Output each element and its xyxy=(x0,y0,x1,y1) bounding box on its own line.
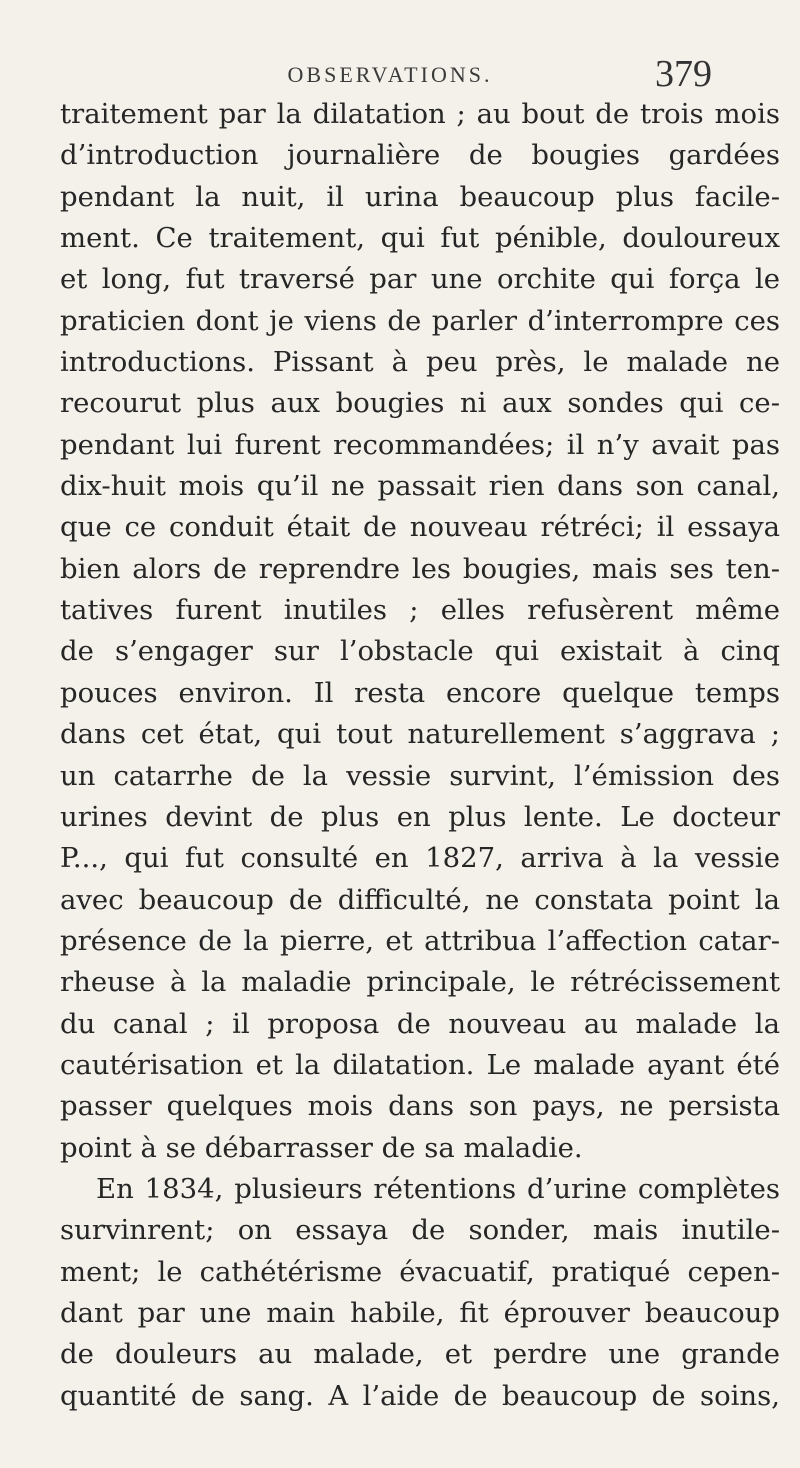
text-line: de douleurs au malade, et perdre une grande xyxy=(60,1338,780,1371)
text-line: pendant lui furent recommandées; il n’y avait pas xyxy=(60,428,780,461)
text-line: présence de la pierre, et attribua l’affection catar- xyxy=(60,924,780,957)
text-line: dans cet état, qui tout naturellement s’aggrava ; xyxy=(60,718,780,751)
text-line: pouces environ. Il resta encore quelque temps xyxy=(60,676,780,709)
text-line: quantité de sang. A l’aide de beaucoup de soins, xyxy=(60,1379,780,1412)
text-line: dix-huit mois qu’il ne passait rien dans son canal, xyxy=(60,470,780,503)
text-line: survinrent; on essaya de sonder, mais inutile- xyxy=(60,1214,780,1247)
text-line: introductions. Pissant à peu près, le malade ne xyxy=(60,346,780,379)
text-line: dant par une main habile, fit éprouver beaucoup xyxy=(60,1296,780,1329)
text-line: du canal ; il proposa de nouveau au malade la xyxy=(60,1007,780,1040)
text-line: cautérisation et la dilatation. Le malade ayant été xyxy=(60,1048,780,1081)
text-line: pendant la nuit, il urina beaucoup plus facile- xyxy=(60,180,780,213)
body-text xyxy=(60,94,780,1417)
text-line: tatives furent inutiles ; elles refusèrent même xyxy=(60,594,780,627)
text-line: urines devint de plus en plus lente. Le docteur xyxy=(60,800,780,833)
page-number: 379 xyxy=(655,53,712,95)
text-line: rheuse à la maladie principale, le rétrécissement xyxy=(60,966,780,999)
text-line: traitement par la dilatation ; au bout de trois mois xyxy=(60,98,780,130)
text-line: bien alors de reprendre les bougies, mais ses ten- xyxy=(60,552,780,585)
text-line: ment. Ce traitement, qui fut pénible, douloureux xyxy=(60,222,780,255)
running-header-title: OBSERVATIONS. xyxy=(287,62,493,87)
text-line: avec beaucoup de difficulté, ne constata point la xyxy=(60,883,780,916)
text-line: ment; le cathétérisme évacuatif, pratiqué cepen- xyxy=(60,1255,780,1288)
paragraph-start-line: En 1834, plusieurs rétentions d’urine complètes xyxy=(96,1172,780,1205)
text-line: d’introduction journalière de bougies gardées xyxy=(60,139,780,172)
text-line: passer quelques mois dans son pays, ne persista xyxy=(60,1090,780,1123)
text-line: recourut plus aux bougies ni aux sondes qui ce- xyxy=(60,387,780,420)
text-line: P..., qui fut consulté en 1827, arriva à la vessie xyxy=(60,842,780,875)
text-line: de s’engager sur l’obstacle qui existait à cinq xyxy=(60,635,780,668)
text-line: un catarrhe de la vessie survint, l’émission des xyxy=(60,759,780,792)
text-line: et long, fut traversé par une orchite qui força le xyxy=(60,263,780,296)
text-line: que ce conduit était de nouveau rétréci; il essaya xyxy=(60,511,780,544)
paragraph-end-line: point à se débarrasser de sa maladie. xyxy=(60,1131,583,1164)
text-line: praticien dont je viens de parler d’interrompre ces xyxy=(60,304,780,337)
